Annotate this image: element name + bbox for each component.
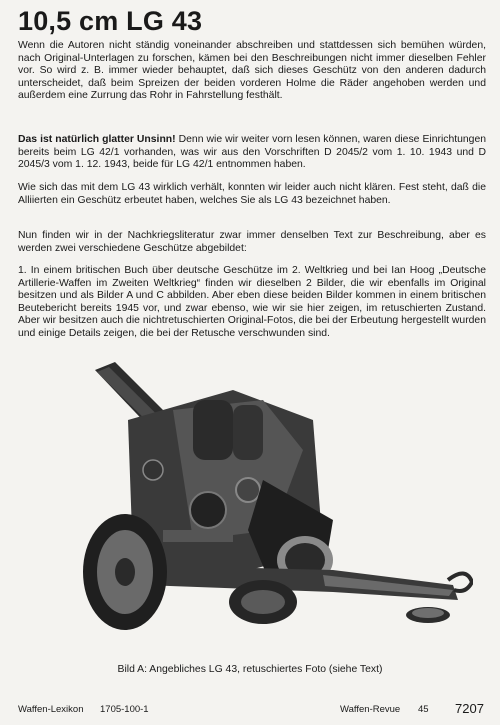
footer-revue: Waffen-Revue: [340, 704, 401, 715]
gun-photo: [33, 360, 473, 640]
paragraph-unsinn-text: Denn wie wir weiter vorn lesen können, waren diese Einrichtungen bereits beim LG 42/1 vorhanden, was wir aus den Vorschriften D 2045/2 vom 1. 10. 1943 und D 2045/3 vom 1. 12. 1943, beide für LG 42/1 entnommen haben.: [18, 134, 487, 171]
page-number: 7207: [455, 701, 484, 716]
footer-lexikon: Waffen-Lexikon: [18, 704, 84, 715]
paragraph-intro: Wenn die Autoren nicht ständig voneinander abschreiben und stattdessen sich bemühen würden, nach Original-Unterlagen zu forschen, kämen bei den Beschreibungen nicht immer dieselben Fehler vor. So wird z. B. immer wieder behauptet, daß sich dieses Geschütz von den anderen dadurch unterscheidet, daß beim Spreizen der beiden vorderen Holme die Räder angehoben werden und außerdem eine Zurrung das Rohr in Fahrstellung festhält.: [18, 40, 486, 102]
paragraph-unsinn-emphasis: Das ist natürlich glatter Unsinn!: [18, 134, 176, 145]
paragraph-literature: Nun finden wir in der Nachkriegsliteratur zwar immer denselben Text zur Beschreibung, aber es werden zwei verschiedene Geschütze abgebildet:: [18, 230, 486, 254]
paragraph-british-book: 1. In einem britischen Buch über deutsche Geschütze im 2. Weltkrieg und bei Ian Hoog „Deutsche Artillerie-Waffen im Zweiten Weltkrieg“ finden wir dieselben 2 Bilder, die wir ebenfalls im Original besitzen und als Bilder A und C abbilden. Aber eben diese beiden Bilder kommen in einem britischen Beutebericht bereits 1945 vor, und zwar ebenso, wie wir sie hier zeigen, im retuschierten Zustand. Aber wir besitzen auch die nichtretuschierten Original-Fotos, die bei der Erbeutung hergestellt wurden und einige Details zeigen, die bei der Retusche verschwunden sind.: [18, 265, 486, 339]
paragraph-unsinn: [18, 134, 486, 172]
photo-caption: Bild A: Angebliches LG 43, retuschiertes Foto (siehe Text): [117, 664, 383, 675]
footer-issue-number: 45: [418, 704, 429, 715]
paragraph-allies: Wie sich das mit dem LG 43 wirklich verhält, konnten wir leider auch nicht klären. Fest steht, daß die Alliierten ein Geschütz erbeutet haben, welches Sie als LG 43 bezeichnet haben.: [18, 182, 486, 206]
page-title: 10,5 cm LG 43: [18, 6, 203, 36]
footer-code: 1705-100-1: [100, 704, 149, 715]
